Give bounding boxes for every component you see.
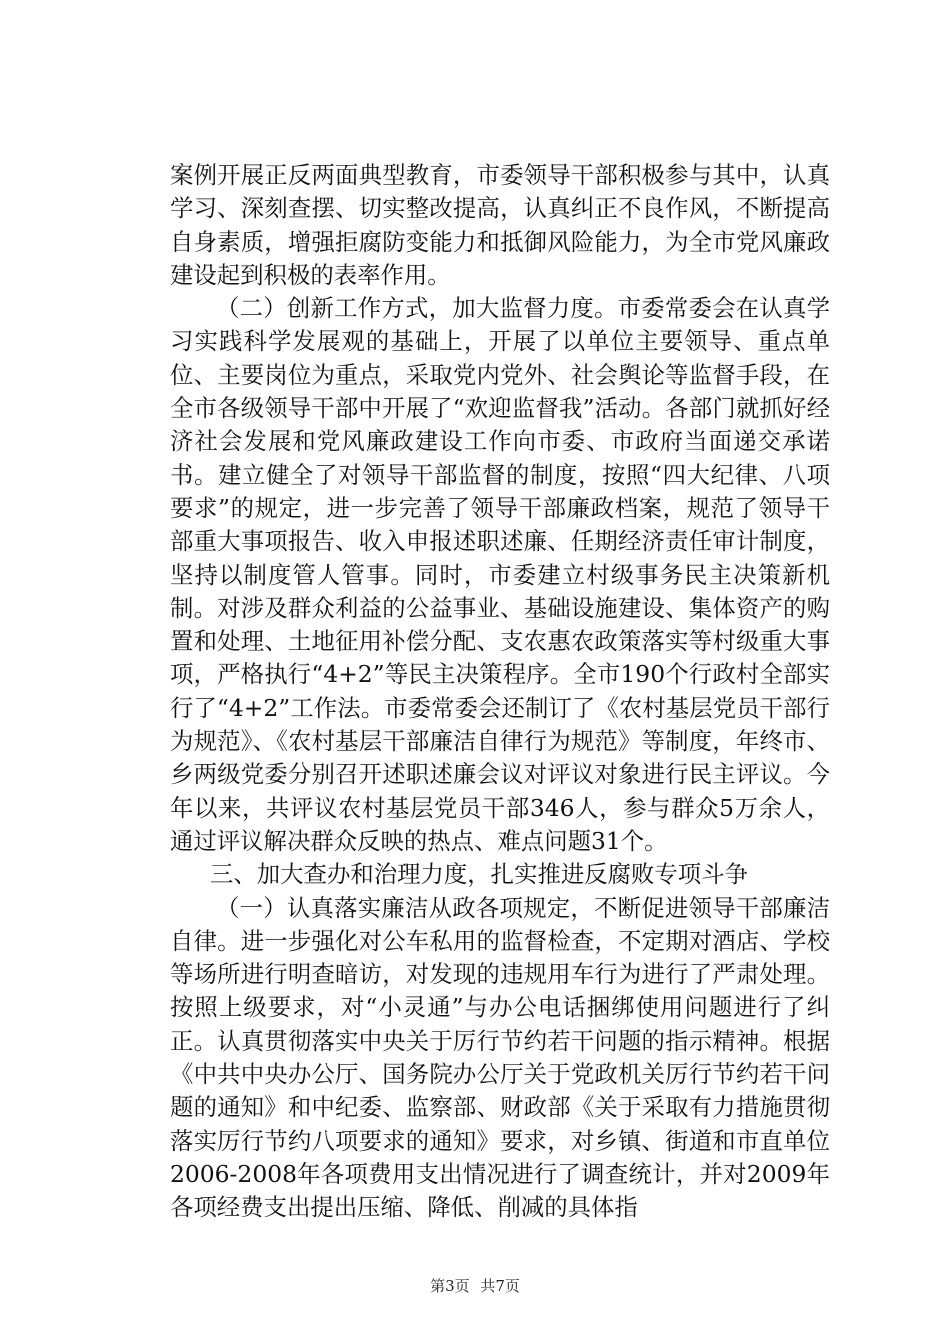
paragraph-integrity: （一）认真落实廉洁从政各项规定，不断促进领导干部廉洁自律。进一步强化对公车私用的监督检查，不定期对酒店、学校等场所进行明查暗访，对发现的违规用车行为进行了严肃处理。按照上级要求，对“小灵通”与办公电话捆绑使用问题进行了纠正。认真贯彻落实中央关于厉行节约若干问题的指示精神。根据《中共中央办公厅、国务院办公厅关于党政机关厉行节约若干问题的通知》和中纪委、监察部、财政部《关于采取有力措施贯彻落实厉行节约八项要求的通知》要求，对乡镇、街道和市直单位2006-2008年各项费用支出情况进行了调查统计，并对2009年各项经费支出提出压缩、降低、削减的具体指 bbox=[170, 893, 830, 1222]
paragraph-continued: 案例开展正反两面典型教育，市委领导干部积极参与其中，认真学习、深刻查摆、切实整改提高，认真纠正不良作风，不断提高自身素质，增强拒腐防变能力和抵御风险能力，为全市党风廉政建设起到积极的表率作用。 bbox=[170, 161, 830, 289]
paragraph-supervision: （二）创新工作方式，加大监督力度。市委常委会在认真学习实践科学发展观的基础上，开展了以单位主要领导、重点单位、主要岗位为重点，采取党内党外、社会舆论等监督手段，在全市各级领导干部中开展了“欢迎监督我”活动。各部门就抓好经济社会发展和党风廉政建设工作向市委、市政府当面递交承诺书。建立健全了对领导干部监督的制度，按照“四大纪律、八项要求”的规定，进一步完善了领导干部廉政档案，规范了领导干部重大事项报告、收入申报述职述廉、任期经济责任审计制度，坚持以制度管人管事。同时，市委建立村级事务民主决策新机制。对涉及群众利益的公益事业、基础设施建设、集体资产的购置和处理、土地征用补偿分配、支农惠农政策落实等村级重大事项，严格执行“4+2”等民主决策程序。全市190个行政村全部实行了“4+2”工作法。市委常委会还制订了《农村基层党员干部行为规范》、《农村基层干部廉洁自律行为规范》等制度，年终市、乡两级党委分别召开述职述廉会议对评议对象进行民主评议。今年以来，共评议农村基层党员干部346人，参与群众5万余人，通过评议解决群众反映的热点、难点问题31个。 bbox=[170, 294, 830, 855]
page-number: 第3页 bbox=[430, 1277, 470, 1295]
section-heading: 三、加大查办和治理力度，扎实推进反腐败专项斗争 bbox=[210, 860, 748, 889]
page-total: 共7页 bbox=[480, 1277, 520, 1295]
document-body bbox=[170, 159, 830, 1225]
page-footer bbox=[0, 1276, 950, 1296]
